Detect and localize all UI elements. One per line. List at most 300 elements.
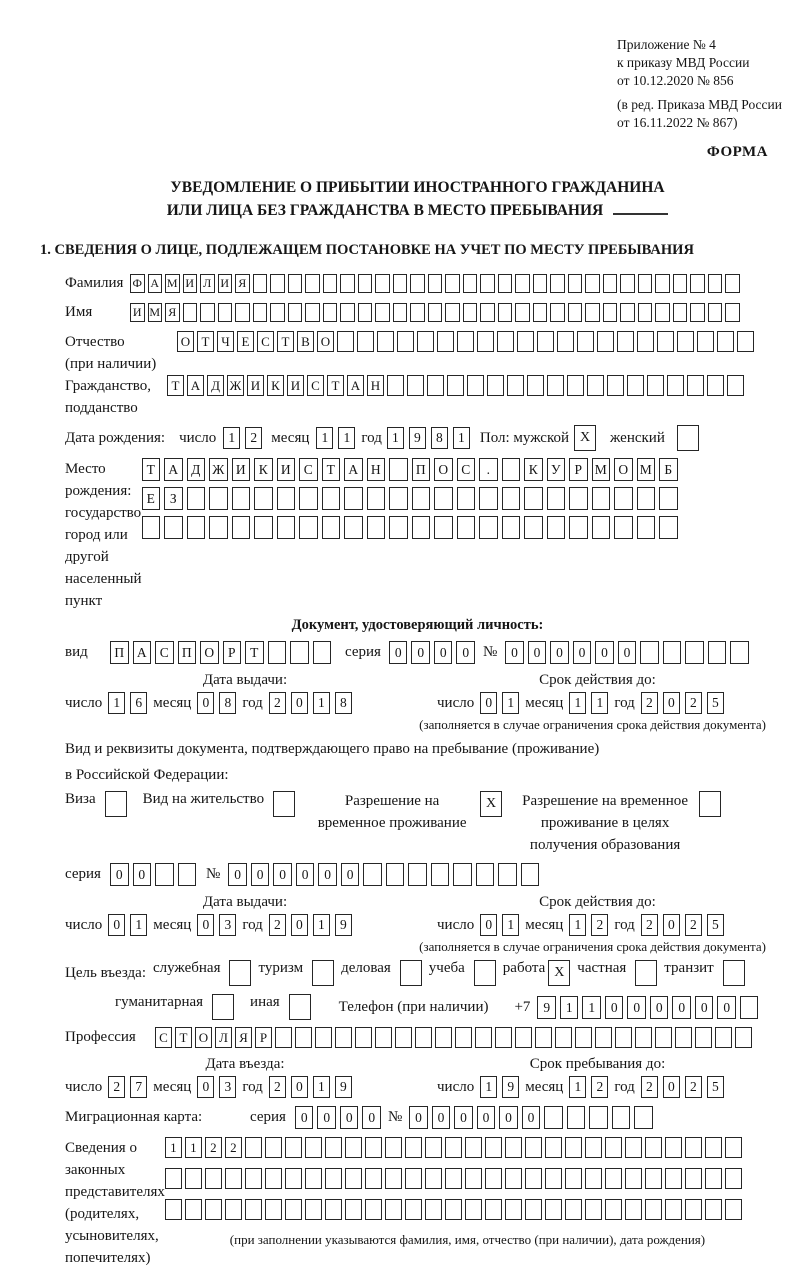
char-box[interactable] [434, 516, 453, 539]
char-box[interactable] [568, 274, 583, 293]
char-box[interactable] [592, 516, 611, 539]
char-box[interactable]: 1 [108, 692, 125, 714]
char-box[interactable]: 0 [663, 1076, 680, 1098]
char-box[interactable]: Р [569, 458, 588, 481]
char-box[interactable]: 5 [707, 914, 724, 936]
char-box[interactable] [547, 375, 564, 396]
char-box[interactable] [569, 516, 588, 539]
char-box[interactable] [625, 1199, 642, 1220]
char-box[interactable]: Л [200, 274, 215, 293]
char-box[interactable]: 1 [591, 692, 608, 714]
char-box[interactable] [685, 1168, 702, 1189]
char-box[interactable] [515, 274, 530, 293]
char-box[interactable] [445, 1199, 462, 1220]
char-box[interactable]: 2 [685, 914, 702, 936]
char-box[interactable] [245, 1168, 262, 1189]
char-box[interactable] [345, 1199, 362, 1220]
char-box[interactable] [479, 487, 498, 510]
char-box[interactable] [285, 1199, 302, 1220]
char-box[interactable]: Е [237, 331, 254, 352]
char-box[interactable]: С [155, 1027, 172, 1048]
char-box[interactable] [288, 274, 303, 293]
char-box[interactable]: 1 [569, 1076, 586, 1098]
char-box[interactable] [225, 1199, 242, 1220]
char-box[interactable]: Н [367, 458, 386, 481]
char-box[interactable]: К [254, 458, 273, 481]
char-box[interactable] [675, 1027, 692, 1048]
char-box[interactable]: 2 [269, 1076, 286, 1098]
char-box[interactable] [505, 1199, 522, 1220]
char-box[interactable] [547, 516, 566, 539]
char-box[interactable]: Я [235, 274, 250, 293]
char-box[interactable] [277, 487, 296, 510]
char-box[interactable] [498, 303, 513, 322]
char-box[interactable] [663, 641, 682, 664]
char-box[interactable]: 1 [313, 914, 330, 936]
char-box[interactable] [285, 1168, 302, 1189]
char-box[interactable]: 3 [219, 914, 236, 936]
char-box[interactable]: 0 [456, 641, 475, 664]
char-box[interactable] [165, 1199, 182, 1220]
char-box[interactable] [567, 375, 584, 396]
char-box[interactable]: Е [142, 487, 161, 510]
char-box[interactable] [265, 1137, 282, 1158]
char-box[interactable] [408, 863, 427, 886]
char-box[interactable] [545, 1137, 562, 1158]
char-box[interactable] [365, 1199, 382, 1220]
char-box[interactable] [555, 1027, 572, 1048]
char-box[interactable]: 0 [389, 641, 408, 664]
char-box[interactable]: 2 [641, 692, 658, 714]
char-box[interactable] [524, 516, 543, 539]
char-box[interactable] [544, 1106, 563, 1129]
char-box[interactable] [313, 641, 332, 664]
char-box[interactable] [685, 641, 704, 664]
char-box[interactable]: 0 [650, 996, 669, 1019]
char-box[interactable] [477, 331, 494, 352]
char-box[interactable]: Д [207, 375, 224, 396]
purpose-rabota-checkbox[interactable]: X [548, 960, 570, 986]
char-box[interactable] [325, 1168, 342, 1189]
char-box[interactable] [299, 487, 318, 510]
char-box[interactable]: 2 [269, 692, 286, 714]
char-box[interactable]: Я [165, 303, 180, 322]
char-box[interactable]: 0 [409, 1106, 428, 1129]
char-box[interactable]: 0 [618, 641, 637, 664]
char-box[interactable] [410, 274, 425, 293]
char-box[interactable] [480, 274, 495, 293]
char-box[interactable]: 9 [409, 427, 426, 449]
char-box[interactable] [533, 274, 548, 293]
purpose-turizm-checkbox[interactable] [312, 960, 334, 986]
char-box[interactable] [340, 303, 355, 322]
char-box[interactable] [638, 303, 653, 322]
char-box[interactable] [589, 1106, 608, 1129]
char-box[interactable] [467, 375, 484, 396]
char-box[interactable]: 0 [110, 863, 129, 886]
char-box[interactable] [535, 1027, 552, 1048]
char-box[interactable]: 0 [573, 641, 592, 664]
char-box[interactable] [565, 1168, 582, 1189]
char-box[interactable]: Р [223, 641, 242, 664]
char-box[interactable] [635, 1027, 652, 1048]
char-box[interactable]: Т [175, 1027, 192, 1048]
char-box[interactable] [637, 331, 654, 352]
char-box[interactable]: Ф [130, 274, 145, 293]
char-box[interactable]: 2 [245, 427, 262, 449]
char-box[interactable] [627, 375, 644, 396]
char-box[interactable] [425, 1199, 442, 1220]
char-box[interactable]: Т [245, 641, 264, 664]
char-box[interactable]: 0 [291, 914, 308, 936]
char-box[interactable] [515, 1027, 532, 1048]
char-box[interactable] [617, 331, 634, 352]
char-box[interactable] [288, 303, 303, 322]
char-box[interactable]: 0 [432, 1106, 451, 1129]
purpose-chastnaya-checkbox[interactable] [635, 960, 657, 986]
char-box[interactable]: 2 [641, 1076, 658, 1098]
char-box[interactable]: 0 [454, 1106, 473, 1129]
char-box[interactable]: Р [255, 1027, 272, 1048]
char-box[interactable] [178, 863, 197, 886]
char-box[interactable]: 1 [502, 692, 519, 714]
char-box[interactable] [385, 1137, 402, 1158]
char-box[interactable] [245, 1137, 262, 1158]
char-box[interactable]: И [232, 458, 251, 481]
char-box[interactable] [605, 1168, 622, 1189]
char-box[interactable]: 0 [251, 863, 270, 886]
char-box[interactable]: 9 [537, 996, 556, 1019]
char-box[interactable] [385, 1199, 402, 1220]
char-box[interactable] [209, 516, 228, 539]
char-box[interactable] [345, 1137, 362, 1158]
char-box[interactable]: 2 [641, 914, 658, 936]
char-box[interactable] [521, 863, 540, 886]
char-box[interactable]: 9 [335, 914, 352, 936]
char-box[interactable] [592, 487, 611, 510]
char-box[interactable]: 0 [108, 914, 125, 936]
char-box[interactable]: 0 [318, 863, 337, 886]
char-box[interactable] [164, 516, 183, 539]
char-box[interactable] [659, 487, 678, 510]
char-box[interactable] [305, 274, 320, 293]
char-box[interactable]: 2 [205, 1137, 222, 1158]
char-box[interactable] [183, 303, 198, 322]
char-box[interactable] [565, 1137, 582, 1158]
char-box[interactable] [428, 274, 443, 293]
sex-female-checkbox[interactable] [677, 425, 699, 451]
char-box[interactable] [344, 516, 363, 539]
char-box[interactable] [498, 274, 513, 293]
char-box[interactable]: С [307, 375, 324, 396]
char-box[interactable]: А [187, 375, 204, 396]
char-box[interactable] [389, 487, 408, 510]
char-box[interactable]: Д [187, 458, 206, 481]
char-box[interactable]: 0 [528, 641, 547, 664]
char-box[interactable] [475, 1027, 492, 1048]
char-box[interactable]: О [317, 331, 334, 352]
char-box[interactable]: 1 [313, 692, 330, 714]
char-box[interactable] [665, 1168, 682, 1189]
char-box[interactable] [405, 1168, 422, 1189]
char-box[interactable] [254, 516, 273, 539]
char-box[interactable] [568, 303, 583, 322]
char-box[interactable] [295, 1027, 312, 1048]
char-box[interactable] [415, 1027, 432, 1048]
char-box[interactable] [305, 1199, 322, 1220]
char-box[interactable] [363, 863, 382, 886]
char-box[interactable]: 1 [569, 914, 586, 936]
char-box[interactable] [685, 1137, 702, 1158]
purpose-sluzhebnaya-checkbox[interactable] [229, 960, 251, 986]
char-box[interactable]: Т [322, 458, 341, 481]
char-box[interactable]: 1 [223, 427, 240, 449]
char-box[interactable] [265, 1199, 282, 1220]
temp-residence-edu-checkbox[interactable] [699, 791, 721, 817]
char-box[interactable]: 1 [453, 427, 470, 449]
char-box[interactable] [253, 303, 268, 322]
char-box[interactable] [358, 274, 373, 293]
char-box[interactable] [142, 516, 161, 539]
char-box[interactable] [155, 863, 174, 886]
char-box[interactable]: 0 [627, 996, 646, 1019]
char-box[interactable] [463, 303, 478, 322]
char-box[interactable] [725, 1137, 742, 1158]
char-box[interactable] [655, 274, 670, 293]
char-box[interactable]: Н [367, 375, 384, 396]
char-box[interactable] [187, 487, 206, 510]
char-box[interactable]: 1 [316, 427, 333, 449]
char-box[interactable]: 0 [273, 863, 292, 886]
char-box[interactable]: М [148, 303, 163, 322]
char-box[interactable] [205, 1199, 222, 1220]
char-box[interactable] [457, 331, 474, 352]
char-box[interactable] [277, 516, 296, 539]
residence-permit-checkbox[interactable] [273, 791, 295, 817]
char-box[interactable] [387, 375, 404, 396]
char-box[interactable] [395, 1027, 412, 1048]
visa-checkbox[interactable] [105, 791, 127, 817]
char-box[interactable] [447, 375, 464, 396]
char-box[interactable] [737, 331, 754, 352]
char-box[interactable]: Т [327, 375, 344, 396]
char-box[interactable] [730, 641, 749, 664]
char-box[interactable] [417, 331, 434, 352]
char-box[interactable] [457, 516, 476, 539]
char-box[interactable] [614, 516, 633, 539]
char-box[interactable]: 5 [707, 692, 724, 714]
char-box[interactable] [640, 641, 659, 664]
char-box[interactable] [209, 487, 228, 510]
char-box[interactable] [290, 641, 309, 664]
char-box[interactable]: 0 [291, 692, 308, 714]
char-box[interactable]: 8 [431, 427, 448, 449]
char-box[interactable]: М [592, 458, 611, 481]
char-box[interactable] [185, 1168, 202, 1189]
char-box[interactable] [505, 1137, 522, 1158]
char-box[interactable] [677, 331, 694, 352]
char-box[interactable]: О [177, 331, 194, 352]
char-box[interactable] [607, 375, 624, 396]
char-box[interactable] [614, 487, 633, 510]
char-box[interactable] [498, 863, 517, 886]
char-box[interactable] [587, 375, 604, 396]
char-box[interactable] [265, 1168, 282, 1189]
char-box[interactable] [725, 274, 740, 293]
char-box[interactable] [393, 274, 408, 293]
char-box[interactable]: М [637, 458, 656, 481]
char-box[interactable] [365, 1168, 382, 1189]
temp-residence-checkbox[interactable]: X [480, 791, 502, 817]
char-box[interactable]: 3 [219, 1076, 236, 1098]
char-box[interactable] [335, 1027, 352, 1048]
char-box[interactable] [657, 331, 674, 352]
char-box[interactable]: 0 [411, 641, 430, 664]
char-box[interactable]: Т [142, 458, 161, 481]
char-box[interactable]: 1 [582, 996, 601, 1019]
char-box[interactable] [565, 1199, 582, 1220]
char-box[interactable]: К [267, 375, 284, 396]
char-box[interactable]: Т [197, 331, 214, 352]
char-box[interactable] [612, 1106, 631, 1129]
char-box[interactable] [299, 516, 318, 539]
char-box[interactable]: 0 [434, 641, 453, 664]
sex-male-checkbox[interactable]: X [574, 425, 596, 451]
char-box[interactable] [254, 487, 273, 510]
char-box[interactable] [638, 274, 653, 293]
char-box[interactable]: 1 [130, 914, 147, 936]
char-box[interactable] [185, 1199, 202, 1220]
char-box[interactable] [425, 1137, 442, 1158]
char-box[interactable]: 2 [269, 914, 286, 936]
char-box[interactable]: Ч [217, 331, 234, 352]
char-box[interactable] [557, 331, 574, 352]
char-box[interactable]: А [164, 458, 183, 481]
char-box[interactable]: 0 [340, 1106, 359, 1129]
char-box[interactable]: 1 [338, 427, 355, 449]
char-box[interactable] [655, 303, 670, 322]
purpose-ucheba-checkbox[interactable] [474, 960, 496, 986]
char-box[interactable] [708, 303, 723, 322]
char-box[interactable]: 0 [695, 996, 714, 1019]
char-box[interactable] [595, 1027, 612, 1048]
char-box[interactable] [497, 331, 514, 352]
char-box[interactable] [375, 274, 390, 293]
char-box[interactable] [437, 331, 454, 352]
char-box[interactable] [585, 1199, 602, 1220]
char-box[interactable] [337, 331, 354, 352]
char-box[interactable] [389, 516, 408, 539]
char-box[interactable]: З [164, 487, 183, 510]
char-box[interactable] [495, 1027, 512, 1048]
char-box[interactable] [717, 331, 734, 352]
char-box[interactable] [659, 516, 678, 539]
char-box[interactable]: 0 [663, 914, 680, 936]
char-box[interactable]: 0 [197, 914, 214, 936]
char-box[interactable] [695, 1027, 712, 1048]
char-box[interactable] [445, 274, 460, 293]
char-box[interactable]: И [277, 458, 296, 481]
char-box[interactable] [455, 1027, 472, 1048]
purpose-tranzit-checkbox[interactable] [723, 960, 745, 986]
char-box[interactable] [463, 274, 478, 293]
char-box[interactable] [425, 1168, 442, 1189]
char-box[interactable]: 9 [502, 1076, 519, 1098]
char-box[interactable]: Т [167, 375, 184, 396]
char-box[interactable]: 1 [560, 996, 579, 1019]
char-box[interactable] [386, 863, 405, 886]
char-box[interactable]: И [247, 375, 264, 396]
char-box[interactable] [340, 274, 355, 293]
char-box[interactable]: П [178, 641, 197, 664]
char-box[interactable] [479, 516, 498, 539]
char-box[interactable] [637, 516, 656, 539]
char-box[interactable]: М [165, 274, 180, 293]
char-box[interactable]: Л [215, 1027, 232, 1048]
char-box[interactable]: 0 [317, 1106, 336, 1129]
char-box[interactable]: И [218, 274, 233, 293]
char-box[interactable]: С [457, 458, 476, 481]
char-box[interactable] [253, 274, 268, 293]
char-box[interactable] [665, 1199, 682, 1220]
char-box[interactable]: 1 [502, 914, 519, 936]
char-box[interactable]: 0 [717, 996, 736, 1019]
char-box[interactable] [615, 1027, 632, 1048]
char-box[interactable]: И [183, 274, 198, 293]
char-box[interactable] [412, 516, 431, 539]
char-box[interactable] [597, 331, 614, 352]
char-box[interactable] [375, 1027, 392, 1048]
char-box[interactable] [708, 641, 727, 664]
char-box[interactable]: К [524, 458, 543, 481]
char-box[interactable]: П [110, 641, 129, 664]
char-box[interactable]: 0 [296, 863, 315, 886]
char-box[interactable]: О [200, 641, 219, 664]
char-box[interactable] [569, 487, 588, 510]
char-box[interactable] [585, 274, 600, 293]
char-box[interactable] [525, 1168, 542, 1189]
char-box[interactable] [547, 487, 566, 510]
char-box[interactable]: 0 [605, 996, 624, 1019]
char-box[interactable] [465, 1137, 482, 1158]
char-box[interactable] [647, 375, 664, 396]
char-box[interactable] [407, 375, 424, 396]
char-box[interactable] [453, 863, 472, 886]
char-box[interactable]: 7 [130, 1076, 147, 1098]
char-box[interactable] [715, 1027, 732, 1048]
char-box[interactable] [305, 1168, 322, 1189]
char-box[interactable]: 1 [185, 1137, 202, 1158]
char-box[interactable]: 0 [197, 1076, 214, 1098]
char-box[interactable] [435, 1027, 452, 1048]
char-box[interactable] [487, 375, 504, 396]
char-box[interactable] [725, 303, 740, 322]
char-box[interactable]: С [155, 641, 174, 664]
char-box[interactable] [218, 303, 233, 322]
char-box[interactable] [637, 487, 656, 510]
char-box[interactable] [645, 1199, 662, 1220]
char-box[interactable] [427, 375, 444, 396]
purpose-gumanitarnaya-checkbox[interactable] [212, 994, 234, 1020]
char-box[interactable] [389, 458, 408, 481]
char-box[interactable] [727, 375, 744, 396]
char-box[interactable] [625, 1137, 642, 1158]
char-box[interactable] [323, 303, 338, 322]
char-box[interactable] [515, 303, 530, 322]
char-box[interactable] [502, 458, 521, 481]
char-box[interactable] [585, 1168, 602, 1189]
char-box[interactable] [325, 1137, 342, 1158]
